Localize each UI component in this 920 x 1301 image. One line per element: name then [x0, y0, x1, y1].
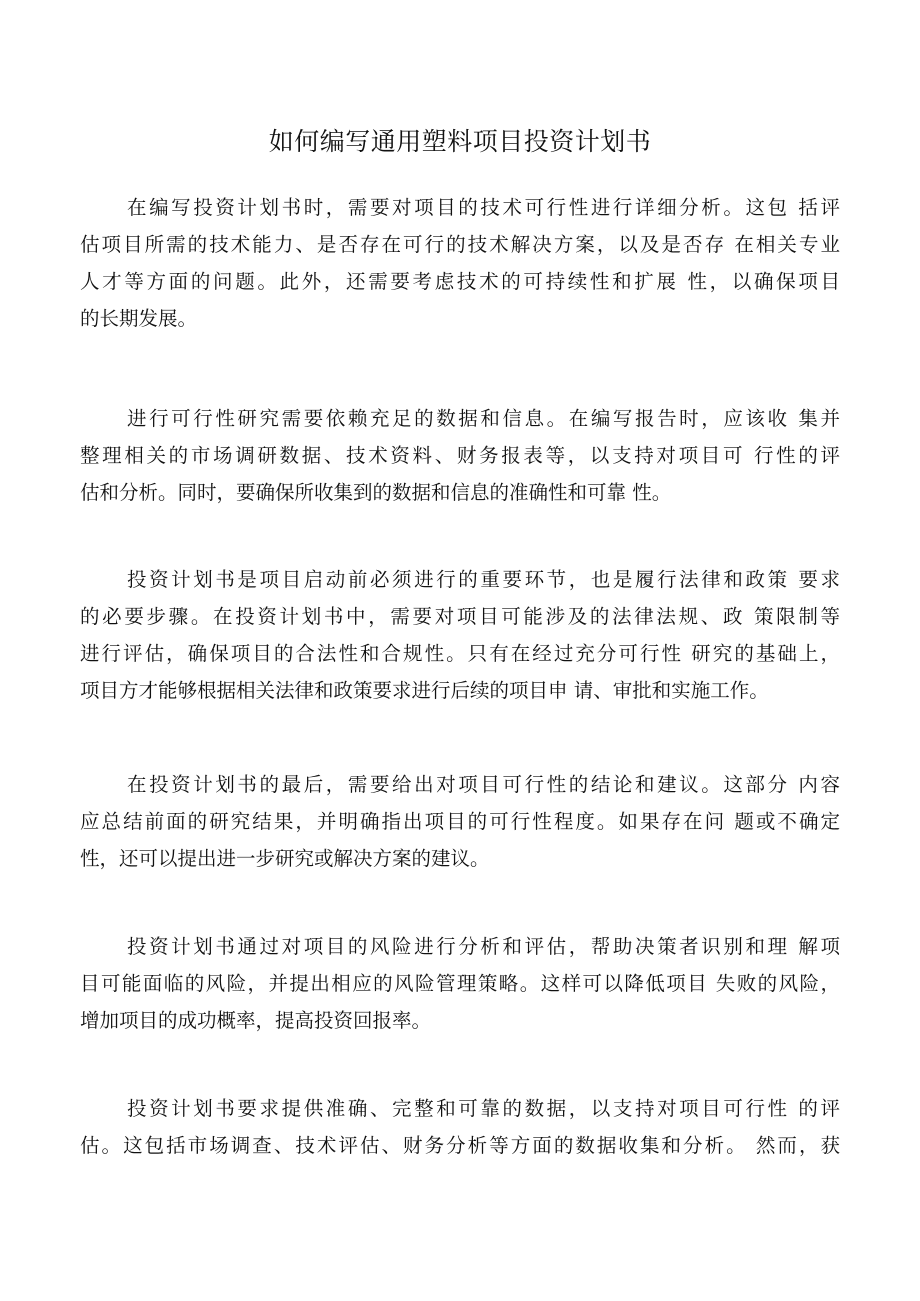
document-title: 如何编写通用塑料项目投资计划书 — [268, 127, 652, 156]
paragraph-line: 进行评估，确保项目的合法性和合规性。只有在经过充分可行性 研究的基础上， — [80, 642, 840, 665]
paragraph-line: 估和分析。同时，要确保所收集到的数据和信息的准确性和可靠 性。 — [80, 481, 672, 504]
paragraph-line: 投资计划书是项目启动前必须进行的重要环节，也是履行法律和政策 要求 — [127, 568, 840, 591]
paragraph-line: 的必要步骤。在投资计划书中，需要对项目可能涉及的法律法规、政 策限制等 — [80, 605, 840, 628]
paragraph-line: 目可能面临的风险，并提出相应的风险管理策略。这样可以降低项目 失败的风险， — [80, 972, 840, 995]
paragraph-legal-compliance — [80, 561, 840, 709]
paragraph-line: 投资计划书通过对项目的风险进行分析和评估，帮助决策者识别和理 解项 — [127, 935, 840, 958]
paragraph-technical-feasibility — [80, 189, 840, 337]
paragraph-line: 进行可行性研究需要依赖充足的数据和信息。在编写报告时，应该收 集并 — [127, 407, 840, 430]
paragraph-data-requirements — [80, 1090, 840, 1164]
paragraph-line: 性，还可以提出进一步研究或解决方案的建议。 — [80, 847, 490, 870]
paragraph-risk-analysis — [80, 928, 840, 1039]
paragraph-data-and-information — [80, 400, 840, 511]
paragraph-line: 整理相关的市场调研数据、技术资料、财务报表等，以支持对项目可 行性的评 — [80, 444, 840, 467]
paragraph-line: 应总结前面的研究结果，并明确指出项目的可行性程度。如果存在问 题或不确定 — [80, 810, 840, 833]
paragraph-line: 项目方才能够根据相关法律和政策要求进行后续的项目申 请、审批和实施工作。 — [80, 679, 769, 702]
paragraph-line: 增加项目的成功概率，提高投资回报率。 — [80, 1009, 432, 1032]
paragraph-line: 在编写投资计划书时，需要对项目的技术可行性进行详细分析。这包 括评 — [127, 196, 840, 219]
paragraph-line: 人才等方面的问题。此外，还需要考虑技术的可持续性和扩展 性，以确保项目 — [80, 270, 840, 293]
paragraph-line: 在投资计划书的最后，需要给出对项目可行性的结论和建议。这部分 内容 — [127, 773, 840, 796]
paragraph-line: 的长期发展。 — [80, 307, 198, 330]
paragraph-line: 投资计划书要求提供准确、完整和可靠的数据，以支持对项目可行性 的评 — [127, 1097, 840, 1120]
paragraph-line: 估项目所需的技术能力、是否存在可行的技术解决方案，以及是否存 在相关专业 — [80, 233, 840, 256]
paragraph-line: 估。这包括市场调查、技术评估、财务分析等方面的数据收集和分析。 然而，获 — [80, 1134, 840, 1157]
paragraph-conclusion — [80, 766, 840, 877]
